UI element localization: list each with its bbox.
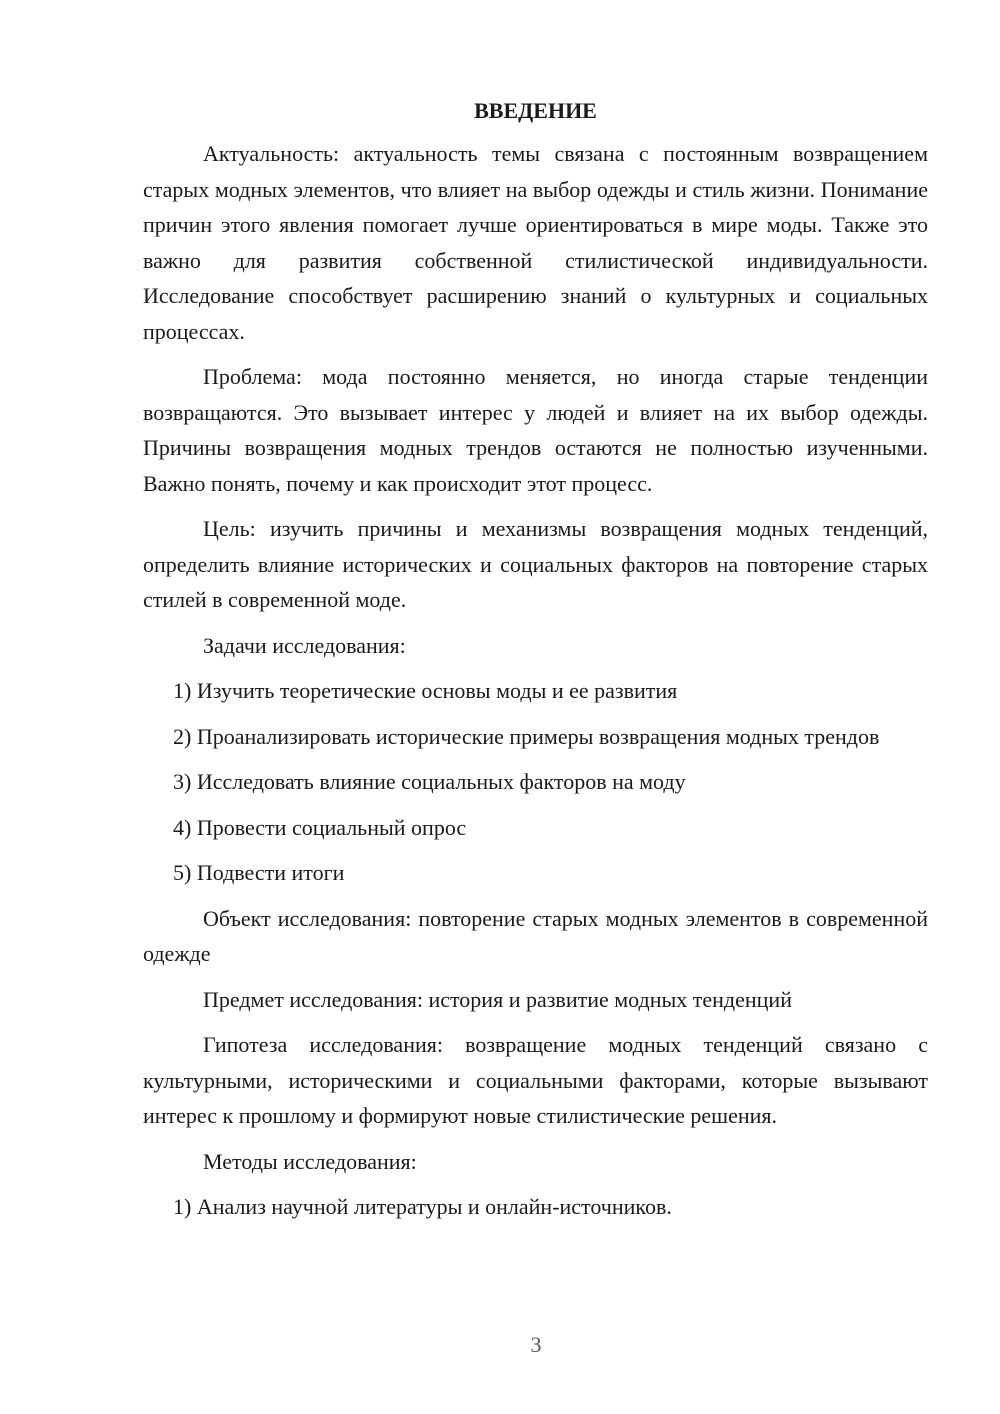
task-item-4: 4) Провести социальный опрос [173, 814, 467, 840]
task-item-1: 1) Изучить теоретические основы моды и ее развития [173, 678, 678, 703]
task-item-2: 2) Проанализировать исторические примеры возвращения модных трендов [173, 723, 880, 749]
hypothesis-paragraph: Гипотеза исследования: возвращение модных тенденций связано с культурными, историческими и социальными факторами, которые вызывают интерес к прошлому и формируют новые стилистические решения. [143, 1032, 928, 1128]
object-paragraph: Объект исследования: повторение старых модных элементов в современной одежде [143, 905, 928, 966]
method-item-1: 1) Анализ научной литературы и онлайн-источников. [173, 1194, 672, 1219]
problem-paragraph: Проблема: мода постоянно меняется, но иногда старые тенденции возвращаются. Это вызывает интерес у людей и влияет на их выбор одежды. Причины возвращения модных трендов остаются не полностью изученными. Важно понять, почему и как происходит этот процесс. [143, 364, 928, 496]
goal-paragraph: Цель: изучить причины и механизмы возвращения модных тенденций, определить влияние исторических и социальных факторов на повторение старых стилей в современной моде. [143, 516, 928, 612]
task-item-3: 3) Исследовать влияние социальных факторов на моду [173, 769, 686, 794]
subject-paragraph: Предмет исследования: история и развитие модных тенденций [203, 986, 792, 1012]
page-content [143, 94, 928, 1235]
tasks-heading: Задачи исследования: [203, 632, 406, 658]
task-item-5: 5) Подвести итоги [173, 860, 345, 885]
methods-heading: Методы исследования: [203, 1148, 417, 1174]
section-title: ВВЕДЕНИЕ [474, 98, 597, 123]
page-number: 3 [530, 1332, 542, 1357]
relevance-paragraph: Актуальность: актуальность темы связана с постоянным возвращением старых модных элементов, что влияет на выбор одежды и стиль жизни. Понимание причин этого явления помогает лучше ориентироваться в мире моды. Также это важно для развития собственной стилистической индивидуальности. Исследование способствует расширению знаний о культурных и социальных процессах. [143, 141, 928, 344]
